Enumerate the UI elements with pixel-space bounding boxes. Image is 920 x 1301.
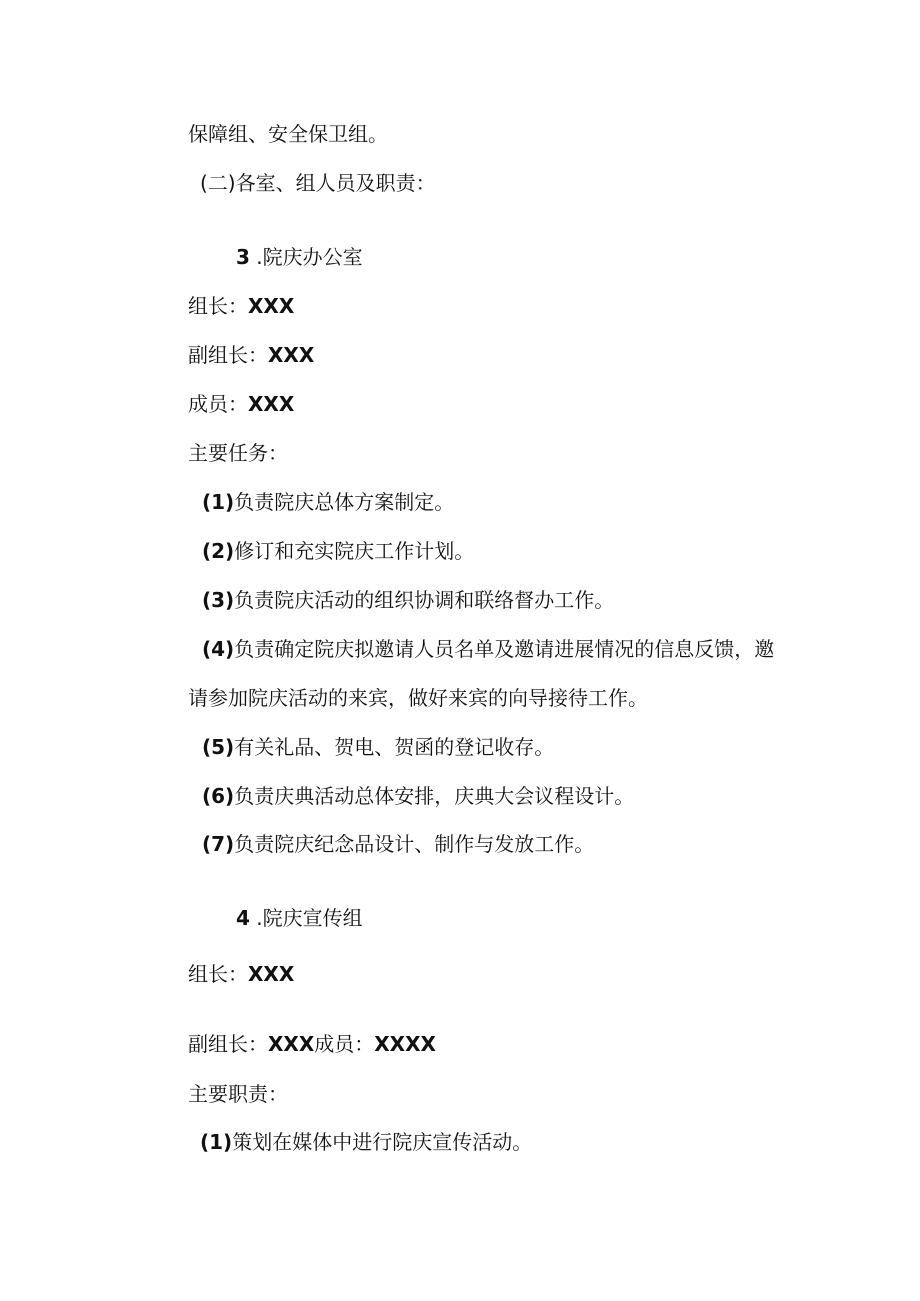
subsection-number: 3 bbox=[236, 245, 250, 269]
subsection-title bbox=[236, 904, 363, 932]
field-value: XXX bbox=[248, 294, 295, 318]
subsection-title bbox=[236, 243, 363, 271]
list-item bbox=[202, 635, 774, 663]
item-number: (6) bbox=[202, 784, 235, 808]
deputy-member-line bbox=[188, 1030, 436, 1058]
member-line bbox=[188, 390, 294, 418]
leader-line bbox=[188, 292, 294, 320]
field-label: 组长： bbox=[188, 294, 248, 318]
text: 主要任务： bbox=[188, 441, 288, 465]
item-text: 修订和充实院庆工作计划。 bbox=[234, 539, 475, 563]
list-item bbox=[202, 488, 454, 516]
section-heading bbox=[200, 169, 436, 197]
list-item bbox=[202, 733, 554, 761]
list-item bbox=[200, 1128, 532, 1156]
field-value: XXXX bbox=[374, 1032, 436, 1056]
text: (二)各室、组人员及职责： bbox=[200, 171, 436, 195]
item-text: 有关礼品、贺电、贺函的登记收存。 bbox=[234, 735, 555, 759]
text: 主要职责： bbox=[188, 1082, 288, 1106]
field-value: XXX bbox=[248, 392, 295, 416]
text: 保障组、安全保卫组。 bbox=[188, 122, 388, 146]
item-text: 策划在媒体中进行院庆宣传活动。 bbox=[232, 1130, 533, 1154]
item-number: (2) bbox=[202, 539, 235, 563]
item-text: 请参加院庆活动的来宾，做好来宾的向导接待工作。 bbox=[188, 686, 648, 710]
list-item bbox=[202, 830, 594, 858]
field-value: XXX bbox=[248, 962, 295, 986]
leader-line bbox=[188, 960, 294, 988]
item-number: (4) bbox=[202, 637, 235, 661]
field-value: XXX bbox=[268, 1032, 315, 1056]
subsection-label: .院庆办公室 bbox=[256, 245, 363, 269]
item-number: (7) bbox=[202, 832, 235, 856]
field-label: 副组长： bbox=[188, 343, 268, 367]
field-label: 成员： bbox=[314, 1032, 375, 1056]
item-text: 负责院庆总体方案制定。 bbox=[234, 490, 455, 514]
list-item bbox=[202, 782, 634, 810]
list-item bbox=[202, 586, 614, 614]
item-text: 负责确定院庆拟邀请人员名单及邀请进展情况的信息反馈，邀 bbox=[234, 637, 775, 661]
list-item-continuation bbox=[188, 684, 648, 712]
duties-heading bbox=[188, 1080, 288, 1108]
item-text: 负责庆典活动总体安排，庆典大会议程设计。 bbox=[234, 784, 635, 808]
field-label: 成员： bbox=[188, 392, 248, 416]
item-number: (1) bbox=[202, 490, 235, 514]
field-label: 副组长： bbox=[188, 1032, 268, 1056]
subsection-number: 4 bbox=[236, 906, 250, 930]
item-text: 负责院庆活动的组织协调和联络督办工作。 bbox=[234, 588, 615, 612]
text-line bbox=[188, 120, 388, 148]
list-item bbox=[202, 537, 474, 565]
item-number: (5) bbox=[202, 735, 235, 759]
field-value: XXX bbox=[268, 343, 315, 367]
item-text: 负责院庆纪念品设计、制作与发放工作。 bbox=[234, 832, 595, 856]
subsection-label: .院庆宣传组 bbox=[256, 906, 363, 930]
item-number: (3) bbox=[202, 588, 235, 612]
item-number: (1) bbox=[200, 1130, 233, 1154]
deputy-leader-line bbox=[188, 341, 314, 369]
field-label: 组长： bbox=[188, 962, 248, 986]
tasks-heading bbox=[188, 439, 288, 467]
